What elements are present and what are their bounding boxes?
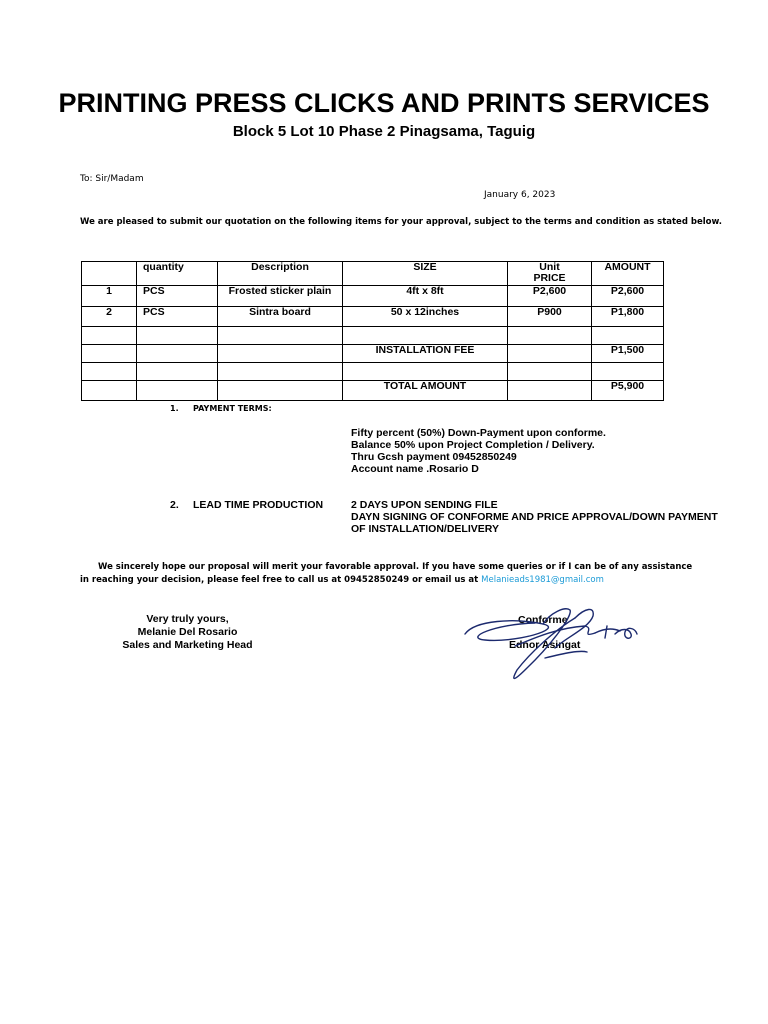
company-title: PRINTING PRESS CLICKS AND PRINTS SERVICES [58, 88, 710, 118]
row-unit-price [508, 363, 592, 381]
quotation-table [81, 261, 664, 401]
payment-term-line: Account name .Rosario D [351, 463, 479, 475]
payment-terms-number: 1. [170, 404, 179, 413]
row-index [82, 381, 137, 401]
row-size: 4ft x 8ft [343, 286, 508, 307]
row-quantity [137, 345, 218, 363]
signatory-block [100, 613, 275, 652]
lead-time-line: 2 DAYS UPON SENDING FILE [351, 499, 498, 511]
lead-time-line: DAYN SIGNING OF CONFORME AND PRICE APPROVAL/DOWN PAYMENT OF INSTALLATION/DELIVERY [351, 511, 718, 535]
lead-time-label: LEAD TIME PRODUCTION [193, 499, 324, 511]
row-quantity [137, 363, 218, 381]
signatory-name: Melanie Del Rosario [137, 626, 238, 638]
installation-fee-label: INSTALLATION FEE [343, 345, 508, 363]
row-quantity [137, 327, 218, 345]
row-unit-price: P2,600 [508, 286, 592, 307]
row-index [82, 327, 137, 345]
valediction: Very truly yours, [146, 613, 229, 625]
recipient-line: To: Sir/Madam [80, 174, 144, 184]
table-row [82, 286, 664, 307]
table-row [82, 363, 664, 381]
closing-paragraph [80, 561, 700, 587]
email-link[interactable]: Melanieads1981@gmail.com [481, 575, 604, 585]
company-address: Block 5 Lot 10 Phase 2 Pinagsama, Taguig [232, 123, 536, 140]
row-unit-price [508, 381, 592, 401]
lead-time-text [351, 499, 731, 535]
table-row [82, 345, 664, 363]
row-unit-price: P900 [508, 307, 592, 327]
intro-paragraph: We are pleased to submit our quotation on the following items for your approval, subject to the terms and condition as stated below. [80, 217, 723, 227]
row-quantity [137, 381, 218, 401]
table-header-row [82, 262, 664, 286]
header-cell-amount: AMOUNT [592, 262, 664, 286]
installation-fee-amount: P1,500 [592, 345, 664, 363]
row-quantity: PCS [137, 286, 218, 307]
row-unit-price [508, 345, 592, 363]
row-size: 50 x 12inches [343, 307, 508, 327]
payment-term-line: Balance 50% upon Project Completion / Delivery. [351, 439, 595, 451]
row-amount [592, 327, 664, 345]
row-size [343, 363, 508, 381]
table-row [82, 327, 664, 345]
total-amount-label: TOTAL AMOUNT [343, 381, 508, 401]
row-description [218, 345, 343, 363]
payment-term-line: Thru Gcsh payment 09452850249 [351, 451, 517, 463]
signatory-title: Sales and Marketing Head [122, 639, 253, 651]
row-description [218, 381, 343, 401]
row-index: 1 [82, 286, 137, 307]
total-amount-value: P5,900 [592, 381, 664, 401]
row-amount: P2,600 [592, 286, 664, 307]
header-cell-size: SIZE [343, 262, 508, 286]
row-description: Frosted sticker plain [218, 286, 343, 307]
lead-time-number: 2. [170, 499, 179, 511]
row-index [82, 345, 137, 363]
header-cell-unit-price: Unit PRICE [508, 262, 592, 286]
conforme-label: Conforme [518, 614, 568, 626]
header-cell-quantity: quantity [137, 262, 218, 286]
header-cell-description: Description [218, 262, 343, 286]
closing-text: We sincerely hope our proposal will merit your favorable approval. If you have some queries or if I can be of any assistance in reaching your decision, please feel free to call us at 09452850249 or email us at [80, 562, 693, 585]
conforme-name: Ednor Asingat [509, 639, 581, 651]
row-index: 2 [82, 307, 137, 327]
row-description [218, 327, 343, 345]
table-row [82, 381, 664, 401]
row-unit-price [508, 327, 592, 345]
header-cell-index [82, 262, 137, 286]
row-amount: P1,800 [592, 307, 664, 327]
row-amount [592, 363, 664, 381]
row-size [343, 327, 508, 345]
table-row [82, 307, 664, 327]
row-description: Sintra board [218, 307, 343, 327]
payment-terms-label: PAYMENT TERMS: [193, 404, 272, 413]
handwritten-signature [455, 598, 645, 688]
letter-date: January 6, 2023 [484, 190, 556, 200]
row-index [82, 363, 137, 381]
payment-terms-text [351, 427, 606, 475]
payment-term-line: Fifty percent (50%) Down-Payment upon conforme. [351, 427, 606, 439]
row-description [218, 363, 343, 381]
row-quantity: PCS [137, 307, 218, 327]
